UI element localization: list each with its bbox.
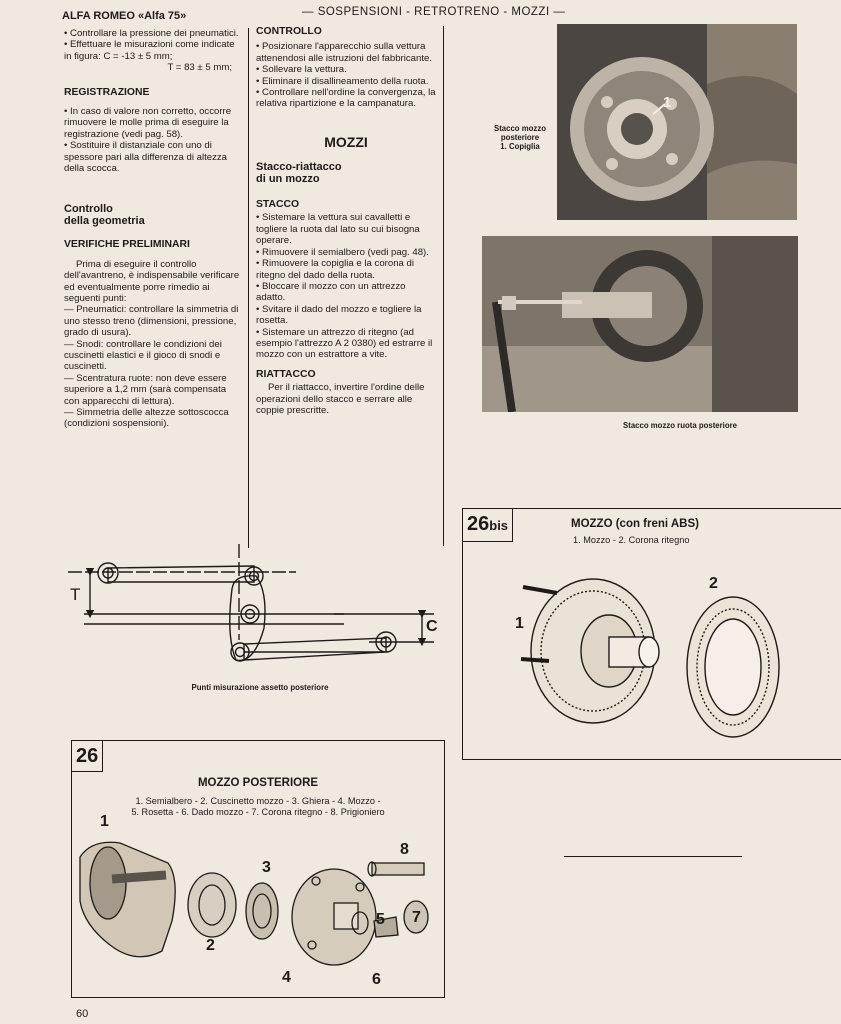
figure-legend: 1. Semialbero - 2. Cuscinetto mozzo - 3. Ghiera - 4. Mozzo - <box>135 796 381 806</box>
figure-26 <box>71 740 445 998</box>
stacco-item: • Sistemare un attrezzo di ritegno (ad esempio l'attrezzo A 2 0380) ed estrarre il mozzo con un estrattore a vite. <box>256 326 433 361</box>
column-1 <box>64 28 242 430</box>
controllo-item: • Controllare nell'ordine la convergenza, la relativa ripartizione e la campanatura. <box>256 87 436 110</box>
page-number: 60 <box>76 1008 89 1020</box>
part-label-1: 1 <box>515 615 524 632</box>
riattacco-item: Per il riattacco, invertire l'ordine delle operazioni dello stacco e serrare alle coppie prescritte. <box>256 382 425 416</box>
hub-exploded-view <box>76 821 438 993</box>
photo2-caption: Stacco mozzo ruota posteriore <box>623 421 737 430</box>
stacco-item: • Rimuovere la copiglia e la corona di ritegno del dado della ruota. <box>256 258 415 281</box>
part-label-2: 2 <box>709 575 718 592</box>
controllo-item: • Sollevare la vettura. <box>256 64 347 76</box>
rear-alignment-diagram <box>64 544 444 694</box>
section-heading: della geometria <box>64 214 145 227</box>
section-heading: VERIFICHE PRELIMINARI <box>64 239 190 251</box>
verifiche-item: — Snodi: controllare le condizioni dei cuscinetti elastici e il gioco di snodi e cuscinetti. <box>64 338 222 373</box>
stacco-item: • Svitare il dado del mozzo e togliere la rosetta. <box>256 303 422 327</box>
figure-badge: 26 <box>72 741 103 772</box>
verifiche-item: Prima di eseguire il controllo dell'avantreno, è indispensabile verificare ed eventualmente porre rimedio ai seguenti punti: <box>64 258 240 304</box>
controllo-item: • Eliminare il disallineamento della ruota. <box>256 75 429 87</box>
verifiche-item: — Simmetria delle altezze sottoscocca (condizioni sospensioni). <box>64 406 229 430</box>
caption-line: 1. Copiglia <box>500 142 540 151</box>
part-label-7: 7 <box>412 909 421 926</box>
diagram-caption: Punti misurazione assetto posteriore <box>191 683 329 692</box>
photo1-caption <box>484 124 556 151</box>
verifiche-item: — Pneumatici: controllare la simmetria di uno stesso treno (dimensioni, pressione, grado di usura). <box>64 304 239 339</box>
part-label-3: 3 <box>262 859 271 876</box>
figure-badge <box>463 509 513 542</box>
stacco-item: • Sistemare la vettura sui cavalletti e togliere la ruota dal lato su cui bisogna operare. <box>256 212 420 247</box>
verifiche-item: — Scentratura ruote: non deve essere superiore a 1,2 mm (sarà compensata con apparecchi di lettura). <box>64 372 227 407</box>
photo-rear-hub <box>482 236 798 412</box>
caption-line: posteriore <box>500 133 540 142</box>
diagram-label-c: C <box>426 618 438 635</box>
section-heading: Stacco-riattacco <box>256 161 342 174</box>
abs-hub-view <box>503 569 833 755</box>
stacco-item: • Rimuovere il semialbero (vedi pag. 48). <box>256 246 429 258</box>
part-label-8: 8 <box>400 841 409 858</box>
running-title: — SOSPENSIONI - RETROTRENO - MOZZI — <box>302 6 566 18</box>
column-2 <box>256 26 436 416</box>
badge-number: 26 <box>467 513 490 535</box>
section-heading: STACCO <box>256 199 300 211</box>
column-divider <box>443 26 444 546</box>
intro-item: • Effettuare le misurazioni come indicate in figura: C = -13 ± 5 mm; <box>64 39 235 62</box>
badge-suffix: bis <box>489 518 509 533</box>
brand-title: ALFA ROMEO «Alfa 75» <box>62 10 187 22</box>
part-label-1: 1 <box>100 813 109 830</box>
controllo-item: • Posizionare l'apparecchio sulla vettura attenendosi alle istruzioni del fabbricante. <box>256 41 432 64</box>
intro-item: T = 83 ± 5 mm; <box>167 62 232 74</box>
figure-title: MOZZO POSTERIORE <box>197 777 319 789</box>
caption-line: Stacco mozzo <box>494 124 546 133</box>
section-heading: CONTROLLO <box>256 26 322 37</box>
section-heading: RIATTACCO <box>256 368 316 380</box>
part-label-2: 2 <box>206 937 215 954</box>
registrazione-item: • Sostituire il distanziale con uno di spessore pari alla differenza di altezza della scocca. <box>64 140 228 175</box>
mozzi-heading: MOZZI <box>324 133 368 150</box>
intro-item: • Controllare la pressione dei pneumatici. <box>64 28 239 39</box>
figure-legend: 1. Mozzo - 2. Corona ritegno <box>573 535 690 545</box>
part-label-6: 6 <box>372 971 381 988</box>
section-heading: di un mozzo <box>256 172 320 185</box>
part-label-4: 4 <box>282 969 291 986</box>
divider-line <box>564 856 742 857</box>
column-divider <box>248 28 249 548</box>
figure-26bis <box>462 508 841 760</box>
photo-callout: 1 <box>663 94 672 111</box>
stacco-item: • Bloccare il mozzo con un attrezzo adatto. <box>256 280 406 304</box>
figure-title: MOZZO (con freni ABS) <box>571 518 699 530</box>
registrazione-item: • In caso di valore non corretto, occorre rimuovere le molle prima di eseguire la registrazione (vedi pag. 58). <box>64 106 232 140</box>
figure-legend: 5. Rosetta - 6. Dado mozzo - 7. Corona ritegno - 8. Prigioniero <box>131 807 385 817</box>
section-heading: Controllo <box>64 203 113 216</box>
photo-hub-removal <box>557 24 797 220</box>
diagram-label-t: T <box>70 585 81 604</box>
section-heading: REGISTRAZIONE <box>64 86 150 98</box>
part-label-5: 5 <box>376 911 385 928</box>
